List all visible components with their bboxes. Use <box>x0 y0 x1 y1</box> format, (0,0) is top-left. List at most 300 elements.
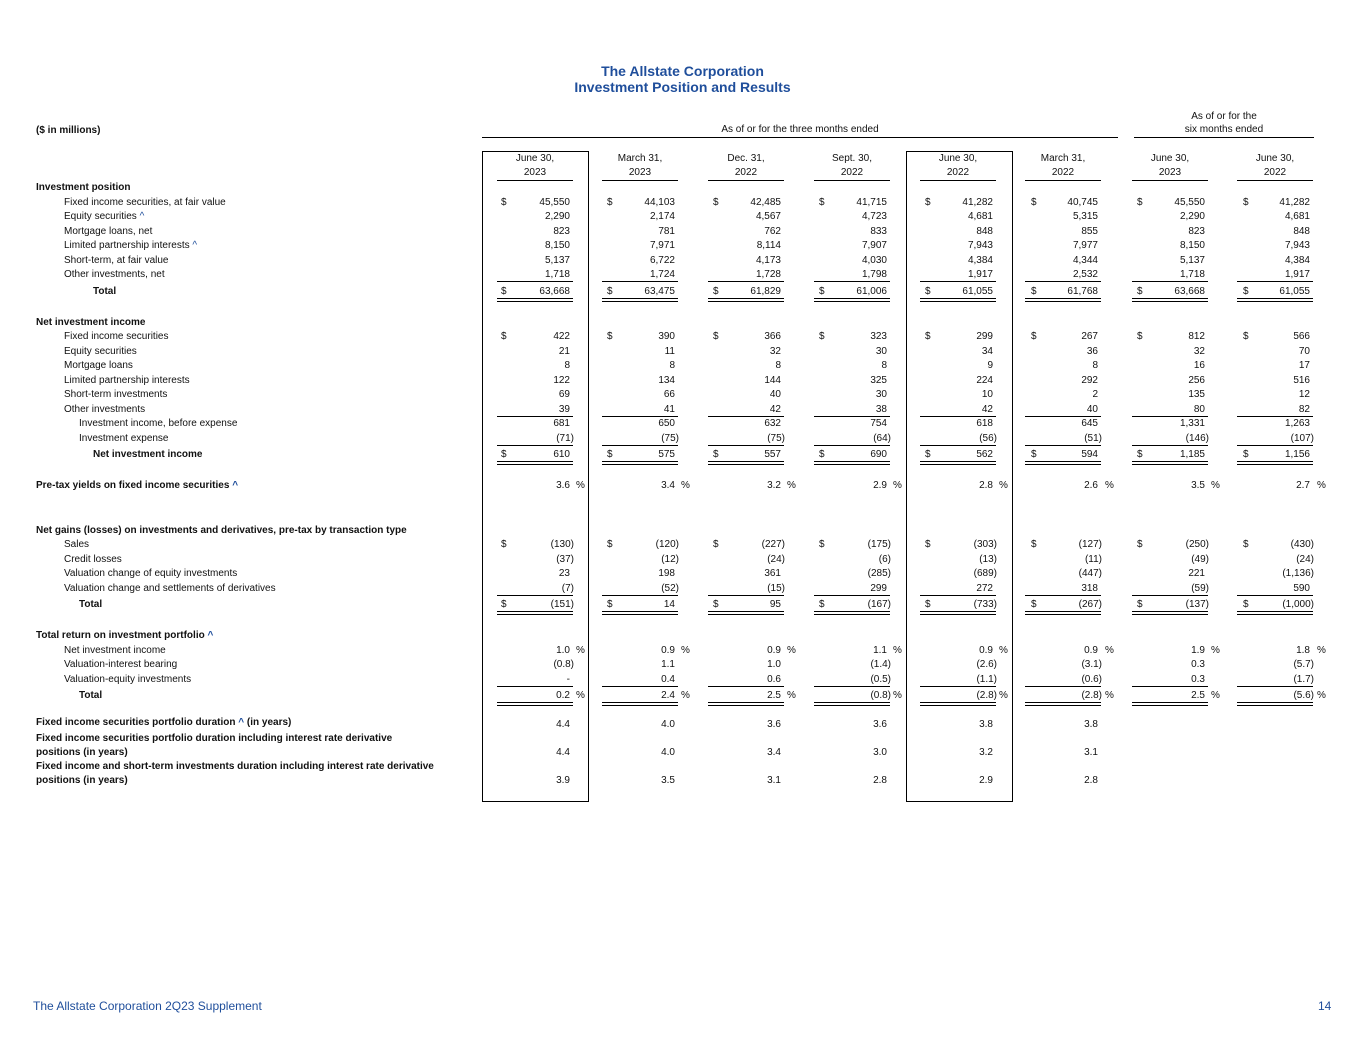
currency-symbol: $ <box>925 599 931 610</box>
currency-symbol: $ <box>1031 331 1037 342</box>
six-months-rule <box>1134 137 1314 138</box>
cell-value: 0.4 <box>661 673 675 685</box>
total-double-rule <box>1025 611 1101 615</box>
cell-value: (1,000) <box>1282 599 1314 610</box>
percent-symbol: % <box>893 480 902 491</box>
section-heading <box>0 524 1365 538</box>
currency-symbol: $ <box>607 196 613 208</box>
subtotal-rule <box>814 445 890 446</box>
total-double-rule <box>1132 702 1208 706</box>
six-months-header-1: As of or for the <box>1191 111 1257 122</box>
cell-value: 2,174 <box>649 211 675 222</box>
percent-symbol: % <box>1105 690 1114 701</box>
subtotal-rule <box>602 686 678 687</box>
total-double-rule <box>1025 298 1101 302</box>
currency-symbol: $ <box>607 599 613 610</box>
currency-symbol: $ <box>925 539 931 550</box>
cell-value: (3.1) <box>1081 659 1102 670</box>
row-label <box>36 181 130 195</box>
cell-value: 2.7 <box>1296 480 1310 491</box>
cell-value: 40 <box>769 389 781 400</box>
cell-value: 144 <box>764 374 781 386</box>
total-double-rule <box>920 611 996 615</box>
row-label-text: Sales <box>64 539 90 550</box>
row-label <box>64 374 190 388</box>
table-row <box>0 225 1365 239</box>
subtotal-rule <box>497 281 573 282</box>
percent-symbol: % <box>681 480 690 491</box>
cell-value: 7,943 <box>1284 240 1310 251</box>
column-header-line1: March 31, <box>617 153 663 164</box>
currency-symbol: $ <box>1031 599 1037 610</box>
table-row <box>0 374 1365 388</box>
cell-value: (2.8) <box>976 690 997 701</box>
subtotal-rule <box>920 686 996 687</box>
cell-value: (146) <box>1185 432 1209 444</box>
total-double-rule <box>1237 461 1313 465</box>
row-label-text: Pre-tax yields on fixed income securities <box>36 480 230 491</box>
cell-value: 2 <box>1092 389 1098 400</box>
section-heading <box>0 181 1365 195</box>
cell-value: (137) <box>1185 599 1209 610</box>
table-row <box>0 388 1365 402</box>
cell-value: 562 <box>976 449 993 460</box>
cell-value: 2.9 <box>873 480 887 491</box>
cell-value: 80 <box>1193 403 1205 415</box>
percent-symbol: % <box>787 690 796 701</box>
cell-value: 1,798 <box>861 269 887 280</box>
currency-symbol: $ <box>501 449 507 460</box>
row-label <box>36 479 238 493</box>
subtotal-rule <box>708 686 784 687</box>
footnote-caret: ^ <box>207 630 214 641</box>
currency-symbol: $ <box>1243 285 1249 297</box>
cell-value: (151) <box>550 599 574 610</box>
cell-value: (0.8) <box>870 690 891 701</box>
duration-label-line2: positions (in years) <box>36 775 128 786</box>
percent-symbol: % <box>1211 480 1220 491</box>
cell-value: 618 <box>976 418 993 429</box>
row-label <box>64 210 144 224</box>
cell-value: 762 <box>764 225 781 237</box>
cell-value: 12 <box>1298 389 1310 400</box>
currency-symbol: $ <box>925 449 931 460</box>
cell-value: 0.3 <box>1191 659 1205 670</box>
cell-value: 69 <box>558 389 570 400</box>
cell-value: 645 <box>1081 418 1098 429</box>
percent-symbol: % <box>1317 644 1326 656</box>
currency-symbol: $ <box>607 449 613 460</box>
cell-value: 41 <box>663 403 675 415</box>
currency-symbol: $ <box>1243 539 1249 550</box>
currency-symbol: $ <box>713 449 719 460</box>
cell-value: 63,668 <box>539 285 570 297</box>
cell-value: 30 <box>875 345 887 357</box>
percent-symbol: % <box>1105 644 1114 656</box>
column-header-line2: 2022 <box>1051 167 1075 178</box>
three-months-header: As of or for the three months ended <box>721 124 879 135</box>
total-double-rule <box>497 611 573 615</box>
cell-value: 0.2 <box>556 690 570 701</box>
cell-value: 3.6 <box>556 480 570 491</box>
table-row <box>0 196 1365 210</box>
cell-value: 38 <box>875 403 887 415</box>
column-header-line1: Sept. 30, <box>831 153 873 164</box>
column-header-line1: Dec. 31, <box>727 153 765 164</box>
cell-value: (71) <box>556 432 574 444</box>
cell-value: 66 <box>663 389 675 400</box>
cell-value: 42 <box>769 403 781 415</box>
row-label <box>64 582 276 596</box>
subtotal-rule <box>814 595 890 596</box>
total-double-rule <box>920 702 996 706</box>
cell-value: 8,150 <box>544 240 570 251</box>
cell-value: (1.4) <box>870 659 891 670</box>
cell-value: 8 <box>881 360 887 371</box>
percent-symbol: % <box>999 644 1008 656</box>
percent-symbol: % <box>893 690 902 701</box>
column-header-line2: 2023 <box>1158 167 1182 178</box>
row-label <box>93 285 116 299</box>
cell-value: (1.1) <box>976 673 997 685</box>
cell-value: 566 <box>1293 331 1310 342</box>
row-label <box>64 359 133 373</box>
company-title: The Allstate Corporation <box>601 63 764 79</box>
cell-value: 4,567 <box>755 211 781 222</box>
duration-label-text: Fixed income securities portfolio duration <box>36 717 236 728</box>
percent-symbol: % <box>999 480 1008 491</box>
cell-value: (175) <box>867 539 891 550</box>
total-double-rule <box>920 298 996 302</box>
table-row <box>0 658 1365 672</box>
table-row <box>0 403 1365 417</box>
currency-symbol: $ <box>713 331 719 342</box>
percent-symbol: % <box>999 690 1008 701</box>
cell-value: 122 <box>553 374 570 386</box>
total-double-rule <box>708 611 784 615</box>
currency-symbol: $ <box>925 196 931 208</box>
cell-value: 4,723 <box>861 211 887 222</box>
cell-value: (167) <box>867 599 891 610</box>
percent-symbol: % <box>1317 480 1326 491</box>
percent-symbol: % <box>576 690 585 701</box>
column-header-line2: 2022 <box>840 167 864 178</box>
subtotal-rule <box>708 595 784 596</box>
currency-symbol: $ <box>819 449 825 460</box>
cell-value: 390 <box>658 331 675 342</box>
cell-value: 4,681 <box>1284 211 1310 222</box>
subtotal-rule <box>497 595 573 596</box>
cell-value: 325 <box>870 374 887 386</box>
total-double-rule <box>1132 298 1208 302</box>
table-row <box>0 254 1365 268</box>
duration-value: 3.1 <box>767 775 781 786</box>
total-double-rule <box>1237 611 1313 615</box>
total-double-rule <box>1237 298 1313 302</box>
cell-value: 1.0 <box>767 659 781 670</box>
total-row <box>0 598 1365 612</box>
cell-value: 1,917 <box>1284 269 1310 280</box>
subtotal-rule <box>1132 445 1208 446</box>
cell-value: 754 <box>870 418 887 429</box>
column-header-line1: June 30, <box>1150 153 1190 164</box>
cell-value: 41,282 <box>962 196 993 208</box>
cell-value: 1.1 <box>873 644 887 656</box>
subtotal-rule <box>1237 281 1313 282</box>
currency-symbol: $ <box>501 196 507 208</box>
total-double-rule <box>1025 461 1101 465</box>
percent-symbol: % <box>787 480 796 491</box>
subtotal-rule <box>920 445 996 446</box>
column-header-line1: March 31, <box>1040 153 1086 164</box>
table-row <box>0 644 1365 658</box>
currency-symbol: $ <box>1243 599 1249 610</box>
cell-value: 32 <box>769 345 781 357</box>
percent-symbol: % <box>576 480 585 491</box>
cell-value: 0.9 <box>661 644 675 656</box>
cell-value: (285) <box>867 568 891 579</box>
cell-value: 32 <box>1193 345 1205 357</box>
total-double-rule <box>602 298 678 302</box>
row-label-text: Net gains (losses) on investments and derivatives, pre-tax by transaction type <box>36 524 407 536</box>
row-label-text: Equity securities <box>64 345 137 357</box>
duration-value: 2.8 <box>873 775 887 786</box>
subtotal-rule <box>1025 281 1101 282</box>
currency-symbol: $ <box>1137 331 1143 342</box>
currency-symbol: $ <box>501 331 507 342</box>
total-double-rule <box>1132 611 1208 615</box>
cell-value: 812 <box>1188 331 1205 342</box>
cell-value: 8 <box>564 360 570 371</box>
cell-value: 632 <box>764 418 781 429</box>
row-label <box>64 239 197 253</box>
row-label <box>64 330 168 344</box>
cell-value: (51) <box>1084 432 1102 444</box>
cell-value: 45,550 <box>1174 196 1205 208</box>
row-label-text: Short-term, at fair value <box>64 254 169 266</box>
currency-symbol: $ <box>1137 285 1143 297</box>
row-label <box>79 417 237 431</box>
percent-symbol: % <box>787 644 796 656</box>
total-row <box>0 285 1365 299</box>
currency-symbol: $ <box>1243 449 1249 460</box>
currency-symbol: $ <box>925 331 931 342</box>
row-label <box>36 316 145 330</box>
row-label-text: Fixed income securities, at fair value <box>64 196 226 208</box>
duration-label-text: Fixed income and short-term investments duration including interest rate derivative <box>36 761 434 772</box>
cell-value: 5,137 <box>1179 254 1205 266</box>
cell-value: 8 <box>669 360 675 371</box>
cell-value: (7) <box>561 582 574 594</box>
subtotal-rule <box>814 281 890 282</box>
cell-value: 17 <box>1298 360 1310 371</box>
total-double-rule <box>602 702 678 706</box>
cell-value: 70 <box>1298 345 1310 357</box>
cell-value: 594 <box>1081 449 1098 460</box>
row-label-text: Total <box>79 599 103 610</box>
cell-value: 9 <box>987 360 993 371</box>
cell-value: 2,290 <box>1179 211 1205 222</box>
currency-symbol: $ <box>501 599 507 610</box>
cell-value: 7,971 <box>649 240 675 251</box>
cell-value: 4,173 <box>755 254 781 266</box>
cell-value: 0.3 <box>1191 673 1205 685</box>
subtotal-rule <box>1025 686 1101 687</box>
subtotal-rule <box>920 281 996 282</box>
row-label-text: Other investments <box>64 403 146 415</box>
total-double-rule <box>920 461 996 465</box>
currency-symbol: $ <box>1031 449 1037 460</box>
cell-value: 2.5 <box>767 690 781 701</box>
currency-symbol: $ <box>1137 196 1143 208</box>
cell-value: 823 <box>1188 225 1205 237</box>
row-label-text: Limited partnership interests <box>64 374 190 386</box>
cell-value: 366 <box>764 331 781 342</box>
currency-symbol: $ <box>1031 539 1037 550</box>
cell-value: (0.5) <box>870 673 891 685</box>
section-heading <box>0 629 1365 643</box>
currency-symbol: $ <box>501 539 507 550</box>
row-label-text: Investment expense <box>79 432 169 444</box>
cell-value: 44,103 <box>644 196 675 208</box>
cell-value: - <box>566 673 570 685</box>
cell-value: (52) <box>661 582 679 594</box>
cell-value: (130) <box>550 539 574 550</box>
cell-value: 63,475 <box>644 285 675 297</box>
row-label <box>64 225 152 239</box>
cell-value: 4,384 <box>1284 254 1310 266</box>
cell-value: 848 <box>1293 225 1310 237</box>
cell-value: 422 <box>553 331 570 342</box>
percent-symbol: % <box>1211 690 1220 701</box>
cell-value: (303) <box>973 539 997 550</box>
cell-value: 1.9 <box>1191 644 1205 656</box>
row-label <box>64 345 137 359</box>
currency-symbol: $ <box>1031 285 1037 297</box>
column-header-line2: 2022 <box>1263 167 1287 178</box>
row-label <box>79 598 102 612</box>
cell-value: (0.6) <box>1081 673 1102 685</box>
cell-value: (127) <box>1078 539 1102 550</box>
subtotal-rule <box>1237 595 1313 596</box>
six-months-header-2: six months ended <box>1184 124 1264 135</box>
cell-value: 4,384 <box>967 254 993 266</box>
cell-value: 14 <box>663 599 675 610</box>
cell-value: (15) <box>767 582 785 594</box>
cell-value: 3.5 <box>1191 480 1205 491</box>
cell-value: 650 <box>658 418 675 429</box>
currency-symbol: $ <box>1243 196 1249 208</box>
cell-value: 0.6 <box>767 673 781 685</box>
cell-value: (64) <box>873 432 891 444</box>
duration-value: 3.0 <box>873 747 887 758</box>
footer-left: The Allstate Corporation 2Q23 Supplement <box>33 999 262 1013</box>
cell-value: 198 <box>658 568 675 579</box>
subtotal-rule <box>1237 445 1313 446</box>
cell-value: 1,156 <box>1284 449 1310 460</box>
row-label-text: Valuation-equity investments <box>64 673 192 685</box>
cell-value: 0.9 <box>1084 644 1098 656</box>
total-double-rule <box>1025 702 1101 706</box>
cell-value: (430) <box>1290 539 1314 550</box>
duration-label-text: Fixed income securities portfolio duration including interest rate derivative <box>36 733 393 744</box>
duration-label <box>36 732 392 746</box>
currency-symbol: $ <box>1137 539 1143 550</box>
cell-value: 299 <box>870 582 887 594</box>
duration-value: 4.4 <box>556 747 570 758</box>
duration-value: 4.0 <box>661 747 675 758</box>
table-row <box>0 567 1365 581</box>
cell-value: 23 <box>558 568 570 579</box>
cell-value: 2,532 <box>1072 269 1098 280</box>
cell-value: 3.4 <box>661 480 675 491</box>
cell-value: 34 <box>981 345 993 357</box>
cell-value: 16 <box>1193 360 1205 371</box>
row-label <box>64 254 168 268</box>
footnote-caret: ^ <box>232 480 239 491</box>
row-label <box>36 524 407 538</box>
cell-value: 61,829 <box>750 285 781 297</box>
cell-value: (0.8) <box>553 659 574 670</box>
footnote-caret: ^ <box>139 211 145 222</box>
row-label <box>79 689 102 703</box>
cell-value: (59) <box>1191 582 1209 594</box>
cell-value: 39 <box>558 403 570 415</box>
duration-value: 3.8 <box>1084 719 1098 730</box>
cell-value: 41,715 <box>856 196 887 208</box>
cell-value: 1,724 <box>649 269 675 280</box>
cell-value: 1.1 <box>661 659 675 670</box>
total-double-rule <box>814 461 890 465</box>
section-heading <box>0 316 1365 330</box>
row-label-text: Investment income, before expense <box>79 418 238 429</box>
cell-value: 2.4 <box>661 690 675 701</box>
duration-value: 3.6 <box>873 719 887 730</box>
table-row <box>0 239 1365 253</box>
cell-value: 40 <box>1086 403 1098 415</box>
cell-value: 575 <box>658 449 675 460</box>
cell-value: 1,185 <box>1179 449 1205 460</box>
duration-value: 3.8 <box>979 719 993 730</box>
currency-symbol: $ <box>607 331 613 342</box>
row-label-text: Equity securities <box>64 211 137 222</box>
cell-value: 21 <box>558 345 570 357</box>
cell-value: 256 <box>1188 374 1205 386</box>
cell-value: 135 <box>1188 389 1205 400</box>
cell-value: 2.5 <box>1191 690 1205 701</box>
cell-value: 7,907 <box>861 240 887 251</box>
total-double-rule <box>602 461 678 465</box>
currency-symbol: $ <box>607 285 613 297</box>
cell-value: 318 <box>1081 582 1098 594</box>
total-row <box>0 448 1365 462</box>
currency-symbol: $ <box>819 599 825 610</box>
row-label-text: Credit losses <box>64 553 122 565</box>
cell-value: 1,718 <box>544 269 570 280</box>
total-double-rule <box>1132 461 1208 465</box>
subtotal-rule <box>602 281 678 282</box>
cell-value: 4,030 <box>861 254 887 266</box>
currency-symbol: $ <box>925 285 931 297</box>
duration-value: 3.1 <box>1084 747 1098 758</box>
cell-value: (227) <box>761 539 785 550</box>
cell-value: 361 <box>764 568 781 579</box>
total-double-rule <box>497 702 573 706</box>
cell-value: 1,728 <box>755 269 781 280</box>
currency-symbol: $ <box>713 599 719 610</box>
subtotal-rule <box>1025 595 1101 596</box>
duration-value: 2.8 <box>1084 775 1098 786</box>
